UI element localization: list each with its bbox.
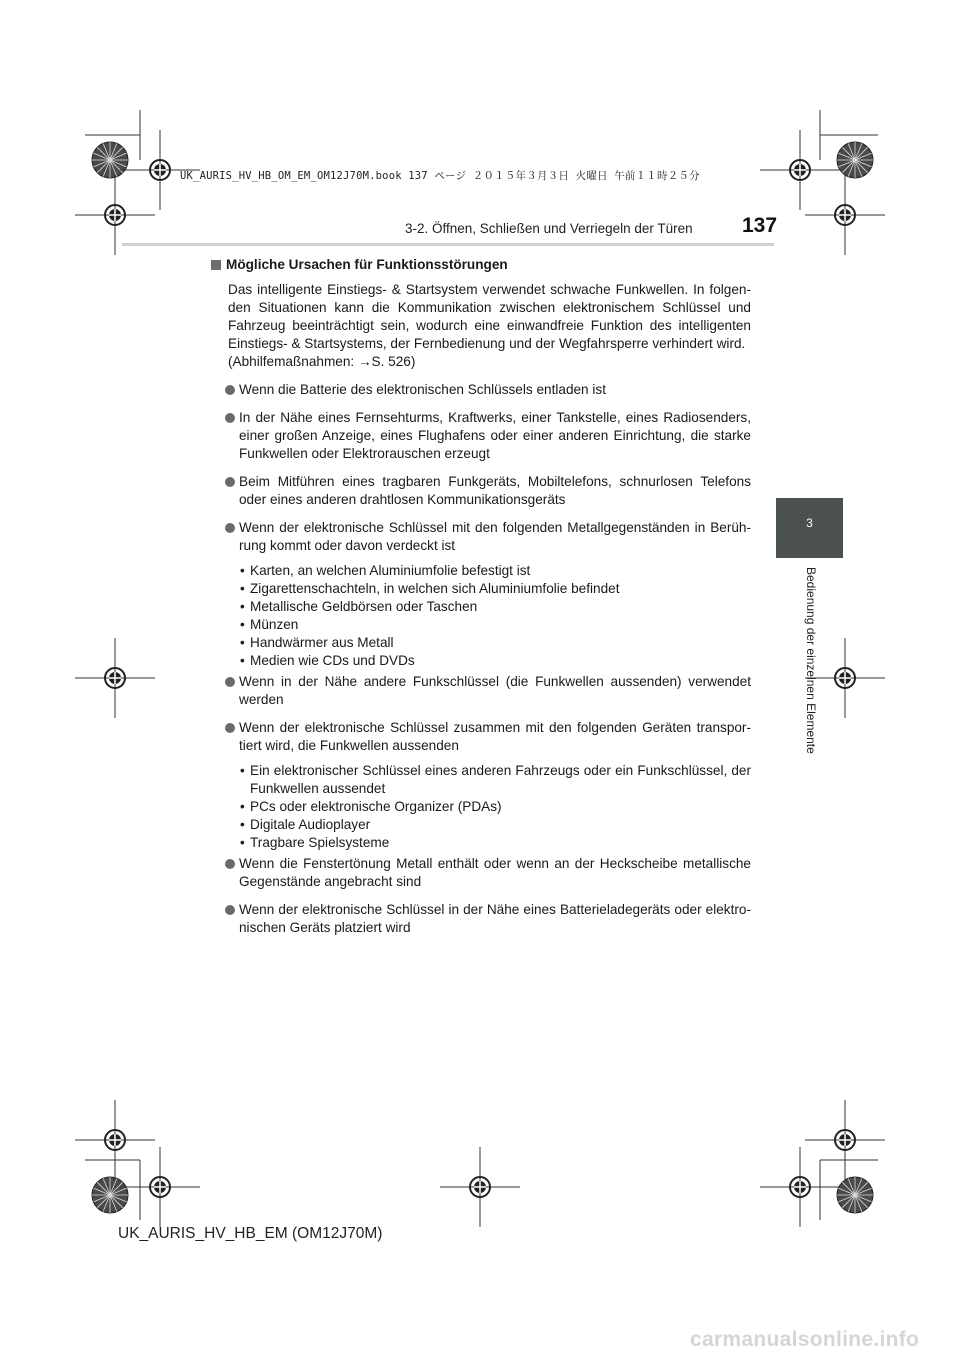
burst-mark-bottom-left xyxy=(92,1177,128,1213)
circle-bullet-icon xyxy=(225,477,235,487)
list-item: In der Nähe eines Fernsehturms, Kraftwerks, einer Tankstelle, eines Radiosenders, einer großen Anzeige, eines Flughafens oder einer anderen Einrichtung, die starke Funkwellen oder Elektrorauschen erzeugt xyxy=(211,409,751,463)
circle-bullet-icon xyxy=(225,905,235,915)
chapter-tab xyxy=(776,498,843,558)
sub-list-item: • Handwärmer aus Metall xyxy=(240,635,394,650)
book-info-line: UK_AURIS_HV_HB_OM_EM_OM12J70M.book 137 ページ ２０１５年３月３日 火曜日 午前１１時２５分 xyxy=(180,170,700,182)
circle-bullet-icon xyxy=(225,677,235,687)
circle-bullet-icon xyxy=(225,859,235,869)
circle-bullet-icon xyxy=(225,523,235,533)
sub-list-item: • Karten, an welchen Aluminiumfolie befestigt ist xyxy=(240,563,531,578)
burst-mark-bottom-right xyxy=(837,1177,873,1213)
document-code: UK_AURIS_HV_HB_EM (OM12J70M) xyxy=(118,1225,383,1242)
section-heading xyxy=(211,256,751,274)
burst-mark-top-right xyxy=(837,142,873,178)
list-item: Wenn der elektronische Schlüssel zusammen mit den folgenden Geräten transpor-tiert wird, die Funkwellen aussenden xyxy=(211,719,751,755)
list-item: Wenn die Batterie des elektronischen Schlüssels entladen ist xyxy=(211,381,751,399)
sub-list-item: • Ein elektronischer Schlüssel eines anderen Fahrzeugs oder ein Funkschlüssel, der Funkwellen aussendet xyxy=(240,763,751,796)
header-rule xyxy=(122,243,774,246)
sub-list-item: • Digitale Audioplayer xyxy=(240,817,371,832)
list-item: Beim Mitführen eines tragbaren Funkgeräts, Mobiltelefons, schnurlosen Telefons oder eines anderen drahtlosen Kommunikationsgeräts xyxy=(211,473,751,509)
section-title: 3-2. Öffnen, Schließen und Verriegeln der Türen xyxy=(405,221,693,236)
sub-list-item: • Münzen xyxy=(240,617,299,632)
list-item: Wenn in der Nähe andere Funkschlüssel (die Funkwellen aussenden) verwendet werden xyxy=(211,673,751,709)
sub-list-item: • Medien wie CDs und DVDs xyxy=(240,653,415,668)
devices-list xyxy=(211,762,751,852)
list-item: Wenn der elektronische Schlüssel mit den folgenden Metallgegenständen in Berüh-rung kommt oder davon verdeckt ist xyxy=(211,519,751,555)
sub-list-item: • Zigarettenschachteln, in welchen sich Aluminiumfolie befindet xyxy=(240,581,620,596)
list-item: Wenn die Fenstertönung Metall enthält oder wenn an der Heckscheibe metallische Gegenstände angebracht sind xyxy=(211,855,751,891)
intro-text: Das intelligente Einstiegs- & Startsystem verwendet schwache Funkwellen. In folgen-den Situationen kann die Kommunikation zwischen elektronischem Schlüssel und Fahrzeug beeinträchtigt sein, wodurch eine einwandfreie Funktion des intelligenten Einstiegs- & Startsystems, der Fernbedienung und der Wegfahrsperre verhindert wird. xyxy=(228,282,751,351)
intro-paragraph xyxy=(228,281,751,371)
sub-list-item: • PCs oder elektronische Organizer (PDAs) xyxy=(240,799,502,814)
watermark: carmanualsonline.info xyxy=(690,1328,920,1351)
burst-mark-top-left xyxy=(92,142,128,178)
circle-bullet-icon xyxy=(225,385,235,395)
sub-list-item: • Metallische Geldbörsen oder Taschen xyxy=(240,599,478,614)
remedy-reference: (Abhilfemaßnahmen: →S. 526) xyxy=(228,354,416,369)
circle-bullet-icon xyxy=(225,413,235,423)
chapter-number: 3 xyxy=(806,516,813,530)
circle-bullet-icon xyxy=(225,723,235,733)
metal-items-list xyxy=(211,562,751,670)
chapter-label: Bedienung der einzelnen Elemente xyxy=(804,567,818,754)
sub-list-item: • Tragbare Spielsysteme xyxy=(240,835,390,850)
square-bullet-icon xyxy=(211,260,221,270)
heading-text: Mögliche Ursachen für Funktionsstörungen xyxy=(226,257,508,272)
page-number: 137 xyxy=(742,214,778,237)
list-item: Wenn der elektronische Schlüssel in der Nähe eines Batterieladegeräts oder elektro-nischen Geräts platziert wird xyxy=(211,901,751,937)
main-content xyxy=(211,256,751,937)
